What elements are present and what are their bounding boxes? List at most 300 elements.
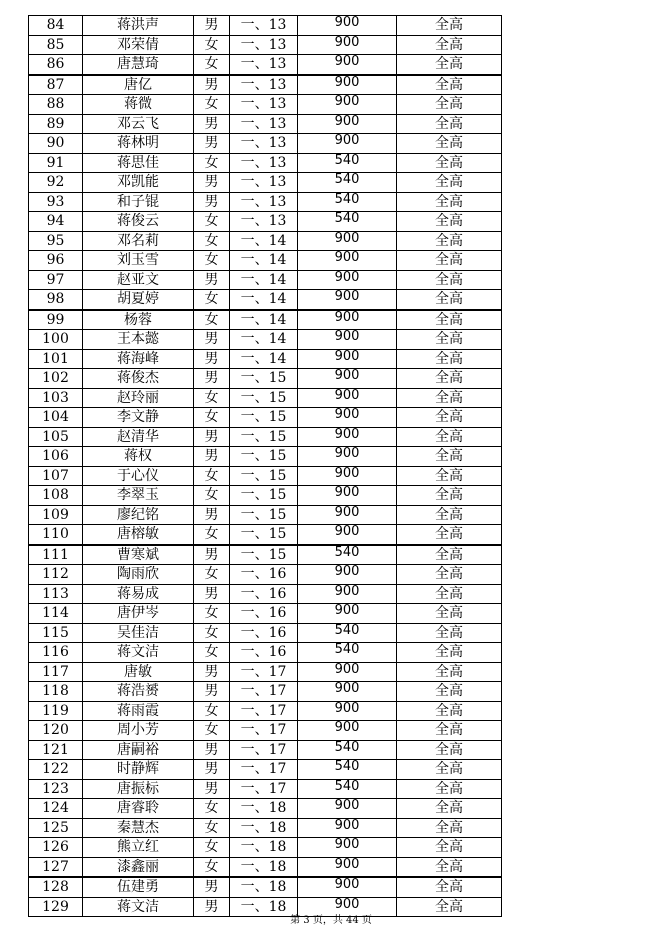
table-row xyxy=(29,153,502,173)
row-number-cell: 103 xyxy=(29,388,83,408)
table-row xyxy=(29,760,502,780)
amount-cell: 900 xyxy=(298,270,397,290)
category-cell: 全高 xyxy=(397,838,502,858)
class-code-cell: 一、18 xyxy=(230,857,298,877)
category-cell: 全高 xyxy=(397,662,502,682)
gender-cell: 女 xyxy=(194,153,230,173)
student-name-cell: 邓云飞 xyxy=(83,114,194,134)
table-row xyxy=(29,545,502,565)
gender-cell: 女 xyxy=(194,212,230,232)
table-row xyxy=(29,427,502,447)
table-row xyxy=(29,604,502,624)
table-row xyxy=(29,310,502,330)
category-cell: 全高 xyxy=(397,525,502,545)
student-name-cell: 唐嗣裕 xyxy=(83,740,194,760)
row-number-cell: 95 xyxy=(29,231,83,251)
amount-cell: 900 xyxy=(298,565,397,585)
student-name-cell: 蒋易成 xyxy=(83,584,194,604)
student-name-cell: 熊立红 xyxy=(83,838,194,858)
category-cell: 全高 xyxy=(397,877,502,897)
row-number-cell: 124 xyxy=(29,799,83,819)
roster-table xyxy=(28,15,502,917)
class-code-cell: 一、17 xyxy=(230,682,298,702)
gender-cell: 男 xyxy=(194,173,230,193)
gender-cell: 女 xyxy=(194,290,230,310)
class-code-cell: 一、17 xyxy=(230,779,298,799)
category-cell: 全高 xyxy=(397,75,502,95)
row-number-cell: 86 xyxy=(29,55,83,75)
amount-cell: 540 xyxy=(298,192,397,212)
student-name-cell: 赵亚文 xyxy=(83,270,194,290)
class-code-cell: 一、14 xyxy=(230,290,298,310)
student-name-cell: 赵玲丽 xyxy=(83,388,194,408)
category-cell: 全高 xyxy=(397,565,502,585)
student-name-cell: 唐睿聆 xyxy=(83,799,194,819)
amount-cell: 540 xyxy=(298,779,397,799)
table-row xyxy=(29,447,502,467)
class-code-cell: 一、16 xyxy=(230,584,298,604)
student-name-cell: 唐伊岑 xyxy=(83,604,194,624)
row-number-cell: 128 xyxy=(29,877,83,897)
table-row xyxy=(29,877,502,897)
category-cell: 全高 xyxy=(397,427,502,447)
class-code-cell: 一、18 xyxy=(230,818,298,838)
category-cell: 全高 xyxy=(397,192,502,212)
gender-cell: 男 xyxy=(194,330,230,350)
student-name-cell: 蒋俊云 xyxy=(83,212,194,232)
student-name-cell: 和子锟 xyxy=(83,192,194,212)
gender-cell: 男 xyxy=(194,505,230,525)
gender-cell: 女 xyxy=(194,388,230,408)
table-row xyxy=(29,290,502,310)
category-cell: 全高 xyxy=(397,310,502,330)
table-row xyxy=(29,16,502,36)
row-number-cell: 127 xyxy=(29,857,83,877)
amount-cell: 900 xyxy=(298,525,397,545)
gender-cell: 男 xyxy=(194,349,230,369)
category-cell: 全高 xyxy=(397,486,502,506)
category-cell: 全高 xyxy=(397,408,502,428)
amount-cell: 900 xyxy=(298,369,397,389)
category-cell: 全高 xyxy=(397,857,502,877)
gender-cell: 女 xyxy=(194,799,230,819)
category-cell: 全高 xyxy=(397,251,502,271)
gender-cell: 女 xyxy=(194,95,230,115)
amount-cell: 540 xyxy=(298,545,397,565)
amount-cell: 900 xyxy=(298,35,397,55)
gender-cell: 女 xyxy=(194,643,230,663)
gender-cell: 男 xyxy=(194,192,230,212)
category-cell: 全高 xyxy=(397,114,502,134)
roster-table-body xyxy=(29,16,502,917)
amount-cell: 540 xyxy=(298,760,397,780)
category-cell: 全高 xyxy=(397,55,502,75)
amount-cell: 900 xyxy=(298,55,397,75)
gender-cell: 男 xyxy=(194,760,230,780)
amount-cell: 900 xyxy=(298,349,397,369)
category-cell: 全高 xyxy=(397,623,502,643)
gender-cell: 女 xyxy=(194,310,230,330)
table-row xyxy=(29,662,502,682)
table-row xyxy=(29,799,502,819)
category-cell: 全高 xyxy=(397,584,502,604)
amount-cell: 900 xyxy=(298,466,397,486)
class-code-cell: 一、17 xyxy=(230,701,298,721)
amount-cell: 900 xyxy=(298,701,397,721)
category-cell: 全高 xyxy=(397,799,502,819)
table-row xyxy=(29,231,502,251)
table-row xyxy=(29,134,502,154)
category-cell: 全高 xyxy=(397,604,502,624)
row-number-cell: 93 xyxy=(29,192,83,212)
class-code-cell: 一、15 xyxy=(230,525,298,545)
row-number-cell: 110 xyxy=(29,525,83,545)
gender-cell: 女 xyxy=(194,55,230,75)
student-name-cell: 唐振标 xyxy=(83,779,194,799)
student-name-cell: 漆鑫丽 xyxy=(83,857,194,877)
row-number-cell: 100 xyxy=(29,330,83,350)
amount-cell: 900 xyxy=(298,95,397,115)
row-number-cell: 122 xyxy=(29,760,83,780)
student-name-cell: 曹寒斌 xyxy=(83,545,194,565)
table-row xyxy=(29,114,502,134)
table-row xyxy=(29,525,502,545)
class-code-cell: 一、15 xyxy=(230,427,298,447)
student-name-cell: 蒋思佳 xyxy=(83,153,194,173)
gender-cell: 女 xyxy=(194,231,230,251)
class-code-cell: 一、14 xyxy=(230,349,298,369)
gender-cell: 男 xyxy=(194,16,230,36)
class-code-cell: 一、13 xyxy=(230,95,298,115)
gender-cell: 女 xyxy=(194,466,230,486)
gender-cell: 女 xyxy=(194,486,230,506)
amount-cell: 900 xyxy=(298,877,397,897)
row-number-cell: 115 xyxy=(29,623,83,643)
student-name-cell: 吴佳洁 xyxy=(83,623,194,643)
row-number-cell: 126 xyxy=(29,838,83,858)
gender-cell: 女 xyxy=(194,251,230,271)
table-row xyxy=(29,251,502,271)
class-code-cell: 一、15 xyxy=(230,505,298,525)
table-row xyxy=(29,75,502,95)
row-number-cell: 125 xyxy=(29,818,83,838)
class-code-cell: 一、17 xyxy=(230,721,298,741)
table-row xyxy=(29,584,502,604)
gender-cell: 男 xyxy=(194,662,230,682)
category-cell: 全高 xyxy=(397,721,502,741)
category-cell: 全高 xyxy=(397,388,502,408)
gender-cell: 女 xyxy=(194,408,230,428)
gender-cell: 男 xyxy=(194,779,230,799)
table-row xyxy=(29,330,502,350)
row-number-cell: 108 xyxy=(29,486,83,506)
student-name-cell: 周小芳 xyxy=(83,721,194,741)
class-code-cell: 一、16 xyxy=(230,623,298,643)
table-row xyxy=(29,349,502,369)
amount-cell: 540 xyxy=(298,173,397,193)
row-number-cell: 119 xyxy=(29,701,83,721)
category-cell: 全高 xyxy=(397,818,502,838)
class-code-cell: 一、13 xyxy=(230,35,298,55)
amount-cell: 900 xyxy=(298,75,397,95)
amount-cell: 900 xyxy=(298,134,397,154)
gender-cell: 男 xyxy=(194,369,230,389)
class-code-cell: 一、17 xyxy=(230,760,298,780)
gender-cell: 男 xyxy=(194,682,230,702)
row-number-cell: 96 xyxy=(29,251,83,271)
gender-cell: 女 xyxy=(194,565,230,585)
gender-cell: 男 xyxy=(194,740,230,760)
gender-cell: 女 xyxy=(194,623,230,643)
row-number-cell: 117 xyxy=(29,662,83,682)
student-name-cell: 时静辉 xyxy=(83,760,194,780)
category-cell: 全高 xyxy=(397,349,502,369)
table-row xyxy=(29,857,502,877)
row-number-cell: 94 xyxy=(29,212,83,232)
student-name-cell: 蒋林明 xyxy=(83,134,194,154)
class-code-cell: 一、15 xyxy=(230,408,298,428)
row-number-cell: 112 xyxy=(29,565,83,585)
amount-cell: 900 xyxy=(298,427,397,447)
row-number-cell: 102 xyxy=(29,369,83,389)
row-number-cell: 97 xyxy=(29,270,83,290)
class-code-cell: 一、18 xyxy=(230,897,298,917)
class-code-cell: 一、14 xyxy=(230,330,298,350)
row-number-cell: 106 xyxy=(29,447,83,467)
row-number-cell: 88 xyxy=(29,95,83,115)
class-code-cell: 一、13 xyxy=(230,55,298,75)
class-code-cell: 一、18 xyxy=(230,877,298,897)
class-code-cell: 一、13 xyxy=(230,75,298,95)
row-number-cell: 109 xyxy=(29,505,83,525)
table-row xyxy=(29,505,502,525)
category-cell: 全高 xyxy=(397,153,502,173)
amount-cell: 900 xyxy=(298,251,397,271)
gender-cell: 男 xyxy=(194,427,230,447)
class-code-cell: 一、15 xyxy=(230,388,298,408)
category-cell: 全高 xyxy=(397,212,502,232)
amount-cell: 900 xyxy=(298,682,397,702)
gender-cell: 女 xyxy=(194,701,230,721)
gender-cell: 女 xyxy=(194,818,230,838)
amount-cell: 900 xyxy=(298,897,397,917)
row-number-cell: 105 xyxy=(29,427,83,447)
amount-cell: 900 xyxy=(298,505,397,525)
category-cell: 全高 xyxy=(397,173,502,193)
amount-cell: 900 xyxy=(298,857,397,877)
class-code-cell: 一、15 xyxy=(230,447,298,467)
category-cell: 全高 xyxy=(397,270,502,290)
student-name-cell: 蒋雨霞 xyxy=(83,701,194,721)
table-row xyxy=(29,212,502,232)
row-number-cell: 107 xyxy=(29,466,83,486)
class-code-cell: 一、14 xyxy=(230,251,298,271)
gender-cell: 男 xyxy=(194,877,230,897)
amount-cell: 900 xyxy=(298,310,397,330)
amount-cell: 900 xyxy=(298,799,397,819)
amount-cell: 900 xyxy=(298,290,397,310)
row-number-cell: 90 xyxy=(29,134,83,154)
row-number-cell: 92 xyxy=(29,173,83,193)
amount-cell: 900 xyxy=(298,604,397,624)
class-code-cell: 一、13 xyxy=(230,192,298,212)
student-name-cell: 蒋洪声 xyxy=(83,16,194,36)
amount-cell: 900 xyxy=(298,818,397,838)
category-cell: 全高 xyxy=(397,369,502,389)
category-cell: 全高 xyxy=(397,330,502,350)
student-name-cell: 李翠玉 xyxy=(83,486,194,506)
amount-cell: 900 xyxy=(298,330,397,350)
table-row xyxy=(29,173,502,193)
table-row xyxy=(29,486,502,506)
table-row xyxy=(29,55,502,75)
class-code-cell: 一、18 xyxy=(230,838,298,858)
student-name-cell: 赵清华 xyxy=(83,427,194,447)
student-name-cell: 李文静 xyxy=(83,408,194,428)
amount-cell: 900 xyxy=(298,486,397,506)
class-code-cell: 一、13 xyxy=(230,173,298,193)
amount-cell: 900 xyxy=(298,231,397,251)
class-code-cell: 一、16 xyxy=(230,604,298,624)
class-code-cell: 一、13 xyxy=(230,16,298,36)
table-row xyxy=(29,270,502,290)
student-name-cell: 杨蓉 xyxy=(83,310,194,330)
class-code-cell: 一、18 xyxy=(230,799,298,819)
class-code-cell: 一、14 xyxy=(230,231,298,251)
amount-cell: 900 xyxy=(298,838,397,858)
class-code-cell: 一、15 xyxy=(230,466,298,486)
row-number-cell: 84 xyxy=(29,16,83,36)
amount-cell: 540 xyxy=(298,153,397,173)
amount-cell: 540 xyxy=(298,740,397,760)
amount-cell: 900 xyxy=(298,662,397,682)
class-code-cell: 一、13 xyxy=(230,153,298,173)
amount-cell: 900 xyxy=(298,408,397,428)
class-code-cell: 一、14 xyxy=(230,270,298,290)
row-number-cell: 123 xyxy=(29,779,83,799)
table-row xyxy=(29,192,502,212)
category-cell: 全高 xyxy=(397,290,502,310)
gender-cell: 男 xyxy=(194,114,230,134)
category-cell: 全高 xyxy=(397,779,502,799)
gender-cell: 男 xyxy=(194,584,230,604)
row-number-cell: 118 xyxy=(29,682,83,702)
amount-cell: 900 xyxy=(298,447,397,467)
class-code-cell: 一、13 xyxy=(230,114,298,134)
student-name-cell: 陶雨欣 xyxy=(83,565,194,585)
category-cell: 全高 xyxy=(397,760,502,780)
row-number-cell: 98 xyxy=(29,290,83,310)
class-code-cell: 一、15 xyxy=(230,369,298,389)
table-row xyxy=(29,818,502,838)
table-row xyxy=(29,682,502,702)
category-cell: 全高 xyxy=(397,545,502,565)
table-row xyxy=(29,408,502,428)
student-name-cell: 蒋俊杰 xyxy=(83,369,194,389)
student-name-cell: 廖纪铭 xyxy=(83,505,194,525)
table-row xyxy=(29,779,502,799)
table-row xyxy=(29,35,502,55)
student-name-cell: 蒋海峰 xyxy=(83,349,194,369)
table-row xyxy=(29,388,502,408)
class-code-cell: 一、16 xyxy=(230,565,298,585)
category-cell: 全高 xyxy=(397,16,502,36)
table-row xyxy=(29,838,502,858)
category-cell: 全高 xyxy=(397,95,502,115)
row-number-cell: 91 xyxy=(29,153,83,173)
gender-cell: 男 xyxy=(194,75,230,95)
gender-cell: 男 xyxy=(194,897,230,917)
table-row xyxy=(29,623,502,643)
row-number-cell: 129 xyxy=(29,897,83,917)
gender-cell: 女 xyxy=(194,35,230,55)
student-name-cell: 蒋文洁 xyxy=(83,643,194,663)
amount-cell: 900 xyxy=(298,584,397,604)
student-name-cell: 伍建勇 xyxy=(83,877,194,897)
category-cell: 全高 xyxy=(397,35,502,55)
student-name-cell: 邓凯能 xyxy=(83,173,194,193)
amount-cell: 900 xyxy=(298,388,397,408)
gender-cell: 男 xyxy=(194,545,230,565)
row-number-cell: 99 xyxy=(29,310,83,330)
gender-cell: 男 xyxy=(194,447,230,467)
class-code-cell: 一、13 xyxy=(230,134,298,154)
row-number-cell: 116 xyxy=(29,643,83,663)
amount-cell: 900 xyxy=(298,16,397,36)
table-row xyxy=(29,369,502,389)
category-cell: 全高 xyxy=(397,643,502,663)
class-code-cell: 一、17 xyxy=(230,662,298,682)
student-name-cell: 蒋文洁 xyxy=(83,897,194,917)
gender-cell: 女 xyxy=(194,838,230,858)
amount-cell: 540 xyxy=(298,623,397,643)
category-cell: 全高 xyxy=(397,466,502,486)
category-cell: 全高 xyxy=(397,897,502,917)
student-name-cell: 蒋微 xyxy=(83,95,194,115)
class-code-cell: 一、15 xyxy=(230,545,298,565)
class-code-cell: 一、13 xyxy=(230,212,298,232)
student-name-cell: 秦慧杰 xyxy=(83,818,194,838)
student-name-cell: 蒋权 xyxy=(83,447,194,467)
table-row xyxy=(29,740,502,760)
amount-cell: 900 xyxy=(298,721,397,741)
table-row xyxy=(29,721,502,741)
row-number-cell: 104 xyxy=(29,408,83,428)
gender-cell: 男 xyxy=(194,134,230,154)
row-number-cell: 89 xyxy=(29,114,83,134)
student-name-cell: 唐慧琦 xyxy=(83,55,194,75)
table-row xyxy=(29,95,502,115)
category-cell: 全高 xyxy=(397,740,502,760)
class-code-cell: 一、15 xyxy=(230,486,298,506)
row-number-cell: 101 xyxy=(29,349,83,369)
page-footer: 第 3 页，共 44 页 xyxy=(290,915,372,926)
table-row xyxy=(29,565,502,585)
student-name-cell: 唐敏 xyxy=(83,662,194,682)
gender-cell: 女 xyxy=(194,721,230,741)
category-cell: 全高 xyxy=(397,231,502,251)
amount-cell: 540 xyxy=(298,212,397,232)
row-number-cell: 114 xyxy=(29,604,83,624)
row-number-cell: 87 xyxy=(29,75,83,95)
gender-cell: 男 xyxy=(194,270,230,290)
gender-cell: 女 xyxy=(194,857,230,877)
student-name-cell: 邓名莉 xyxy=(83,231,194,251)
table-row xyxy=(29,701,502,721)
gender-cell: 女 xyxy=(194,525,230,545)
gender-cell: 女 xyxy=(194,604,230,624)
table-row xyxy=(29,643,502,663)
